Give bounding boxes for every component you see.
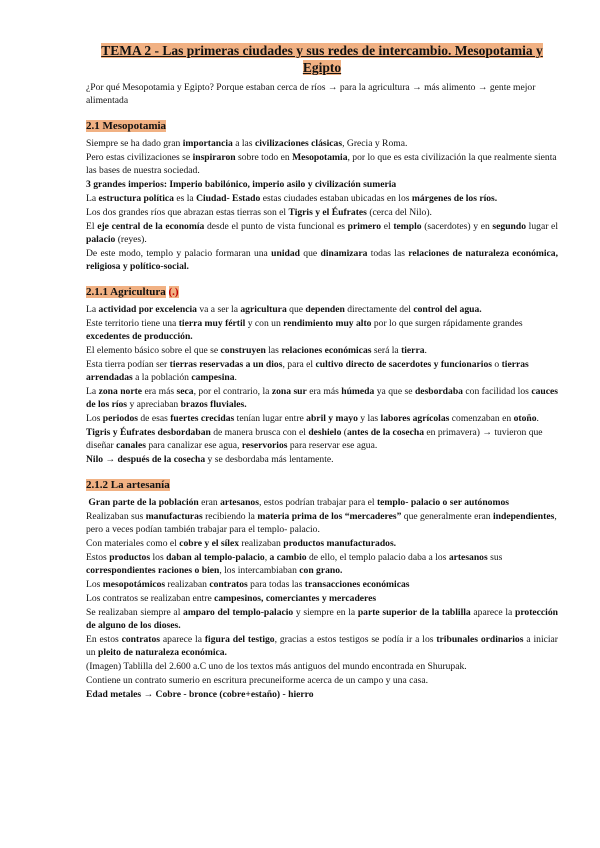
- paragraph: Nilo → después de la cosecha y se desbordaba más lentamente.: [86, 454, 334, 465]
- paragraph: Contiene un contrato sumerio en escritura precuneiforme acerca de un campo y una casa.: [86, 675, 429, 686]
- paragraph: Edad metales → Cobre - bronce (cobre+estaño) - hierro: [86, 689, 314, 700]
- paragraph: La zona norte era más seca, por el contrario, la zona sur era más húmeda ya que se desbordaba con facilidad los cauces de los ríos y apreciaban brazos fluviales.: [86, 386, 558, 410]
- paragraph: El eje central de la economía desde el punto de vista funcional es primero el templo (sacerdotes) y en segundo lugar el palacio (reyes).: [86, 221, 558, 245]
- paragraph: En estos contratos aparece la figura del testigo, gracias a estos testigos se podía ir a los tribunales ordinarios a iniciar un pleito de naturaleza económica.: [86, 634, 558, 658]
- document-content: [86, 42, 558, 702]
- section-heading-agricultura: 2.1.1 Agricultura (.): [86, 286, 179, 298]
- paragraph: (Imagen) Tablilla del 2.600 a.C uno de los textos más antiguos del mundo encontrada en Shurupak.: [86, 661, 467, 672]
- paragraph: Se realizaban siempre al amparo del templo-palacio y siempre en la parte superior de la tablilla aparece la protección de alguno de los dioses.: [86, 607, 558, 631]
- paragraph: De este modo, templo y palacio formaran una unidad que dinamizara todas las relaciones de naturaleza económica, religiosa y político-social.: [86, 248, 558, 272]
- paragraph: Gran parte de la población eran artesanos, estos podrían trabajar para el templo- palacio o ser autónomos: [88, 497, 509, 508]
- paragraph: La estructura política es la Ciudad- Estado estas ciudades estaban ubicadas en los márgenes de los ríos.: [86, 193, 498, 204]
- paragraph: Estos productos los daban al templo-palacio, a cambio de ello, el templo palacio daba a los artesanos sus correspondientes raciones o bien, los intercambiaban con grano.: [86, 552, 503, 576]
- paragraph: Con materiales como el cobre y el sílex realizaban productos manufacturados.: [86, 538, 397, 549]
- paragraph: La actividad por excelencia va a ser la agricultura que dependen directamente del control del agua.: [86, 304, 482, 315]
- paragraph: Esta tierra podían ser tierras reservadas a un dios, para el cultivo directo de sacerdotes y funcionarios o tierras arrendadas a la población campesina.: [86, 359, 529, 383]
- paragraph: Los periodos de esas fuertes crecidas tenían lugar entre abril y mayo y las labores agrícolas comenzaban en otoño.: [86, 413, 539, 424]
- paragraph: Los mesopotámicos realizaban contratos para todas las transacciones económicas: [86, 579, 410, 590]
- paragraph: Siempre se ha dado gran importancia a las civilizaciones clásicas, Grecia y Roma.: [86, 138, 408, 149]
- paragraph: Tigris y Éufrates desbordaban de manera brusca con el deshielo (antes de la cosecha en primavera) → tuvieron que diseñar canales para canalizar ese agua, reservorios para reservar ese agua.: [86, 427, 543, 451]
- section-heading-artesania: 2.1.2 La artesanía: [86, 479, 170, 491]
- intro-paragraph: ¿Por qué Mesopotamia y Egipto? Porque estaban cerca de ríos → para la agricultura → más alimento → gente mejor alimentada: [86, 82, 536, 106]
- paragraph: Pero estas civilizaciones se inspiraron sobre todo en Mesopotamia, por lo que es esta civilización la que realmente sienta las bases de nuestra sociedad.: [86, 152, 557, 176]
- page-title: TEMA 2 - Las primeras ciudades y sus redes de intercambio. Mesopotamia y Egipto: [101, 43, 543, 75]
- paragraph: Los dos grandes ríos que abrazan estas tierras son el Tigris y el Éufrates (cerca del Nilo).: [86, 207, 432, 218]
- paragraph: Los contratos se realizaban entre campesinos, comerciantes y mercaderes: [86, 593, 377, 604]
- paragraph: El elemento básico sobre el que se construyen las relaciones económicas será la tierra.: [86, 345, 427, 356]
- paragraph: Realizaban sus manufacturas recibiendo la materia prima de los “mercaderes” que generalmente eran independientes, pero a veces podían también trabajar para el templo- palacio.: [86, 511, 557, 535]
- paragraph: Este territorio tiene una tierra muy fértil y con un rendimiento muy alto por lo que surgen rápidamente grandes excedentes de producción.: [86, 318, 523, 342]
- paragraph: 3 grandes imperios: Imperio babilónico, imperio asilo y civilización sumeria: [86, 179, 397, 190]
- section-heading-mesopotamia: 2.1 Mesopotamia: [86, 120, 167, 132]
